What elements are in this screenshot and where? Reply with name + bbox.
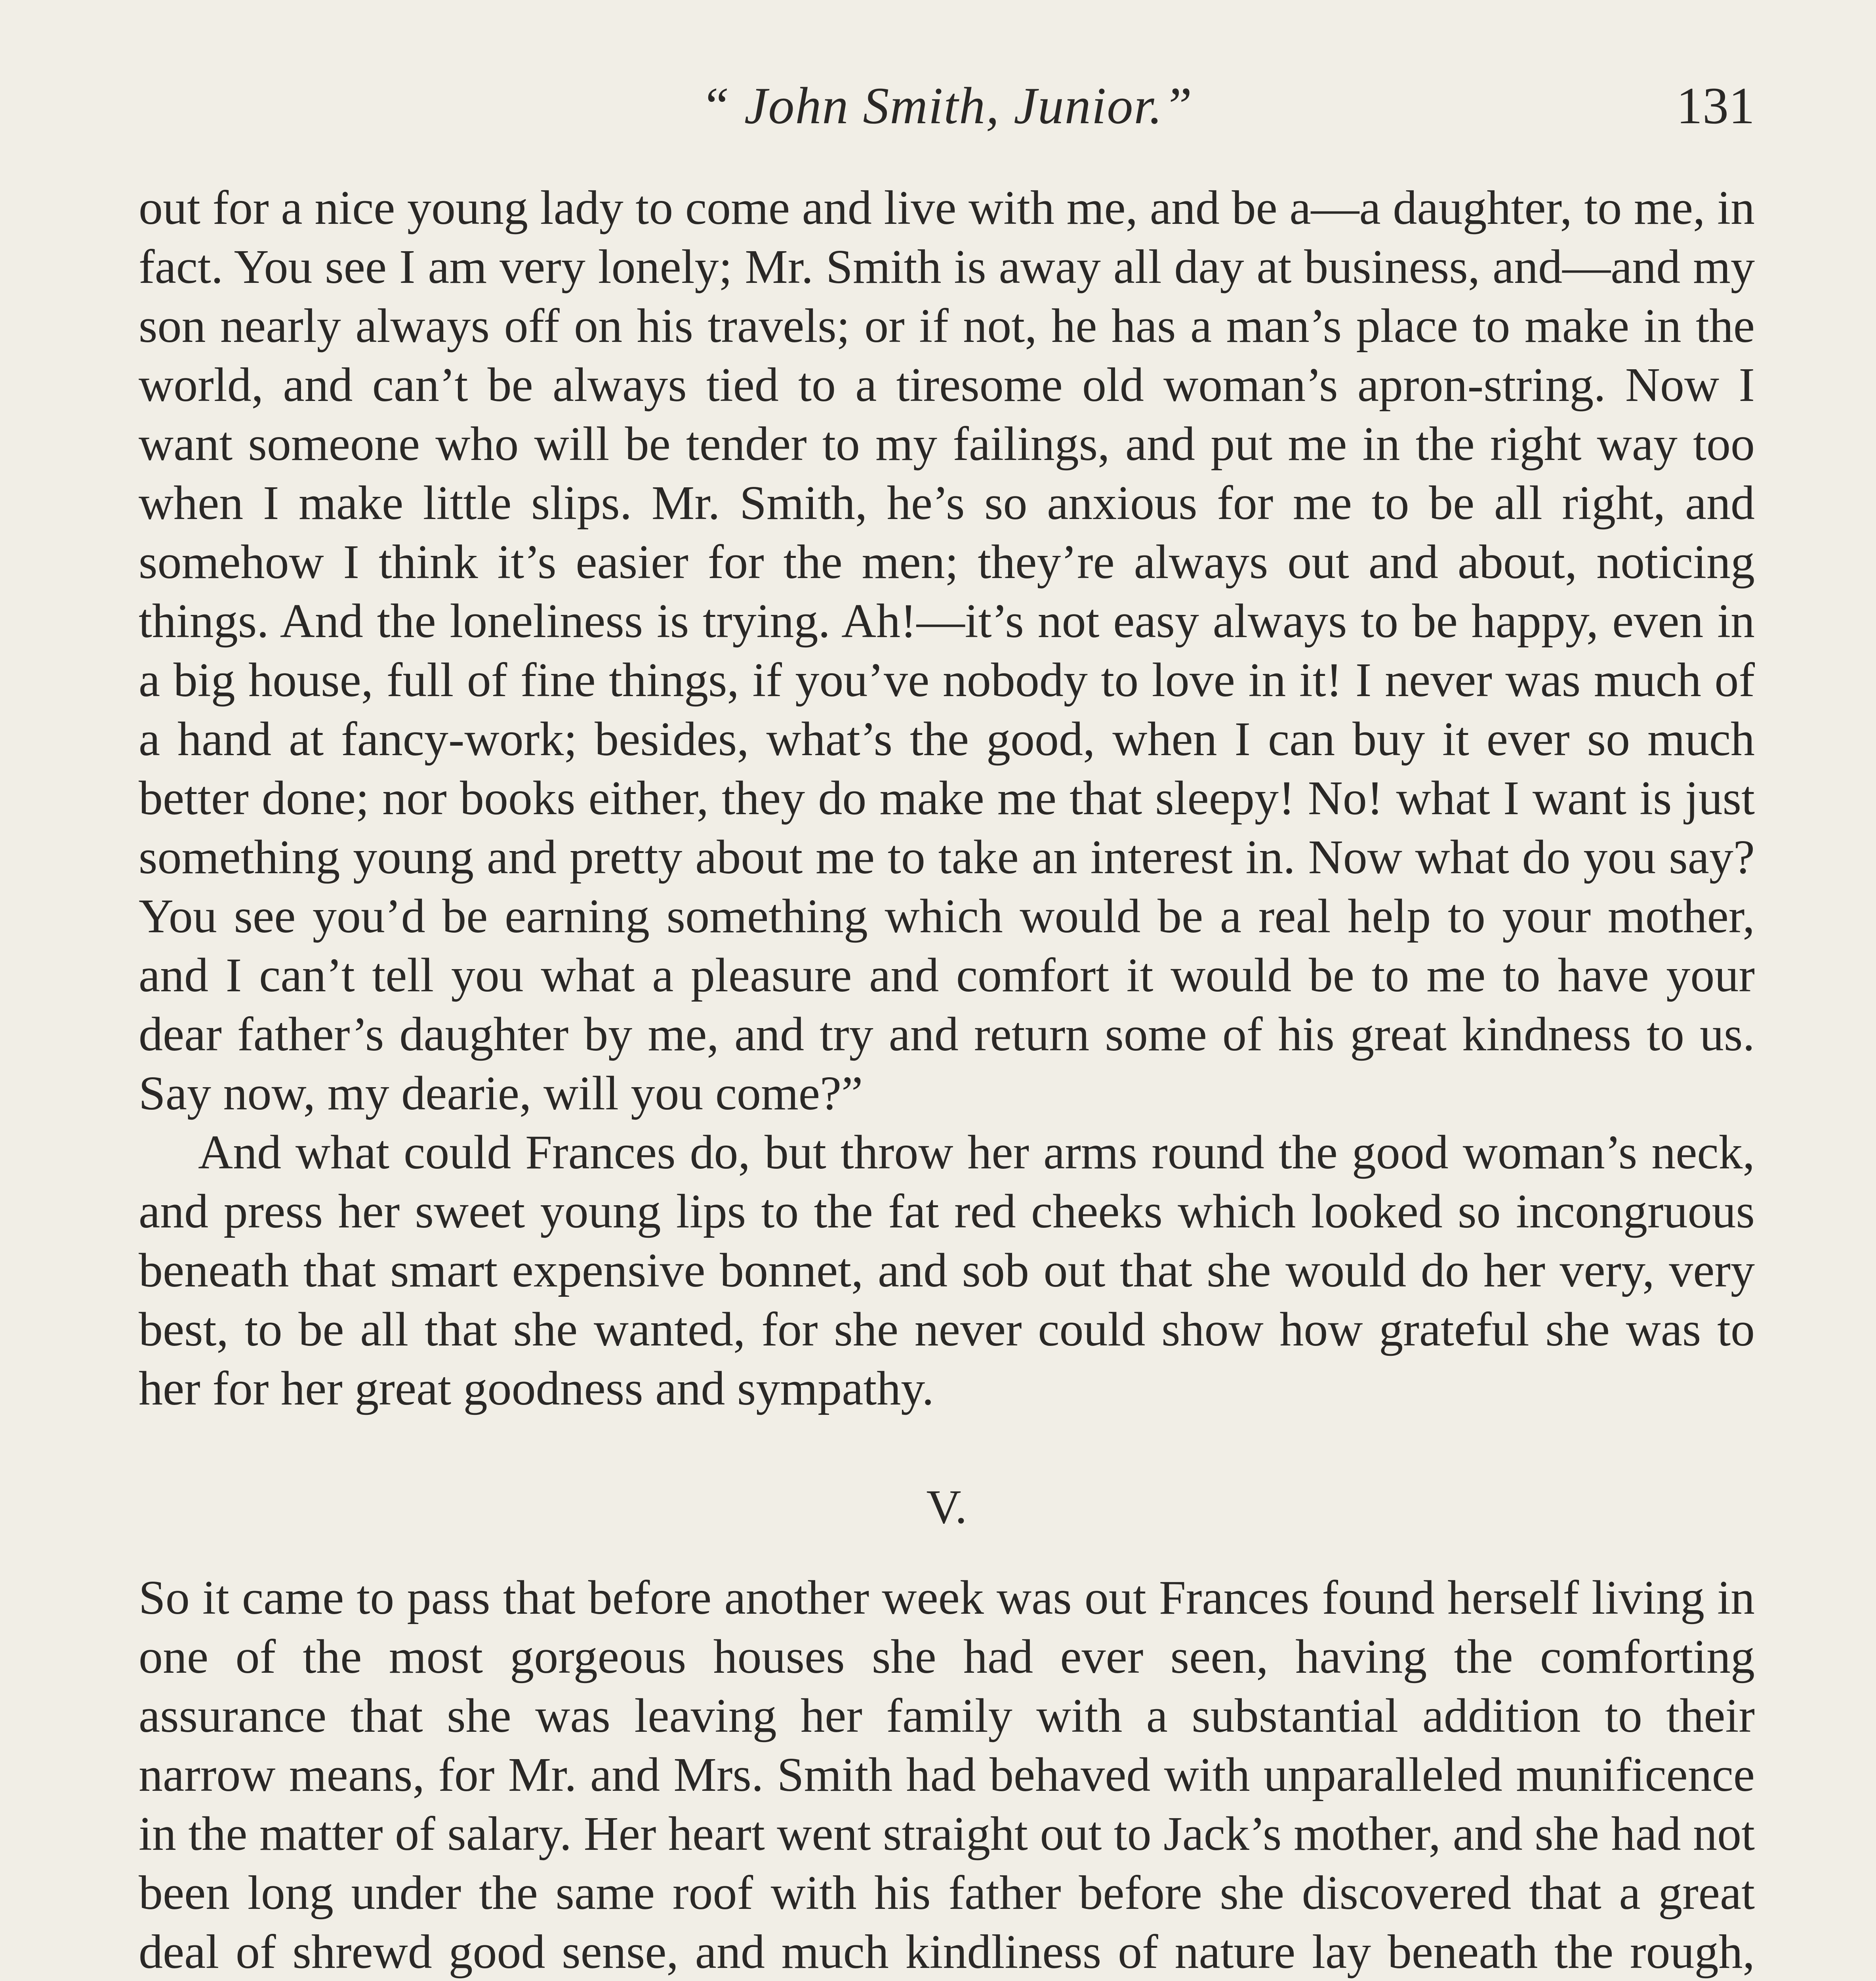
paragraph: And what could Frances do, but throw her arms round the good woman’s neck, and press her sweet young lips to the fat red cheeks which looked so incongruous beneath that smart expensive bonnet, and sob out that she would do her very, very best, to be all that she wanted, for she never could show how grateful she was to her for her great goodness and sympathy. — [139, 1126, 1755, 1415]
page-number: 131 — [1676, 76, 1755, 135]
book-page — [139, 59, 1755, 1981]
running-title: “ John Smith, Junior.” — [700, 76, 1193, 135]
body-text — [139, 178, 1755, 1981]
running-header — [139, 59, 1755, 178]
section-heading: V. — [926, 1480, 967, 1534]
paragraph: out for a nice young lady to come and live with me, and be a—a daughter, to me, in fact. You see I am very lonely; Mr. Smith is away all day at business, and—and my son nearly always off on his travels; or if not, he has a man’s place to make in the world, and can’t be always tied to a tiresome old woman’s apron-string. Now I want someone who will be tender to my failings, and put me in the right way too when I make little slips. Mr. Smith, he’s so anxious for me to be all right, and somehow I think it’s easier for the men; they’re always out and about, noticing things. And the loneliness is trying. Ah!—it’s not easy always to be happy, even in a big house, full of fine things, if you’ve nobody to love in it! I never was much of a hand at fancy-work; besides, what’s the good, when I can buy it ever so much better done; nor books either, they do make me that sleepy! No! what I want is just something young and pretty about me to take an interest in. Now what do you say? You see you’d be earning something which would be a real help to your mother, and I can’t tell you what a pleasure and comfort it would be to me to have your dear father’s daughter by me, and try and return some of his great kindness to us. Say now, my dearie, will you come?” — [139, 181, 1755, 1120]
paragraph: So it came to pass that before another week was out Frances found herself living in one of the most gorgeous houses she had ever seen, having the comforting assurance that she was leaving her family with a substantial addition to their narrow means, for Mr. and Mrs. Smith had behaved with unparalleled munificence in the matter of salary. Her heart went straight out to Jack’s mother, and she had not been long under the same roof with his father before she discovered that a great deal of shrewd good sense, and much kindliness of nature lay beneath the rough, — [139, 1571, 1755, 1979]
